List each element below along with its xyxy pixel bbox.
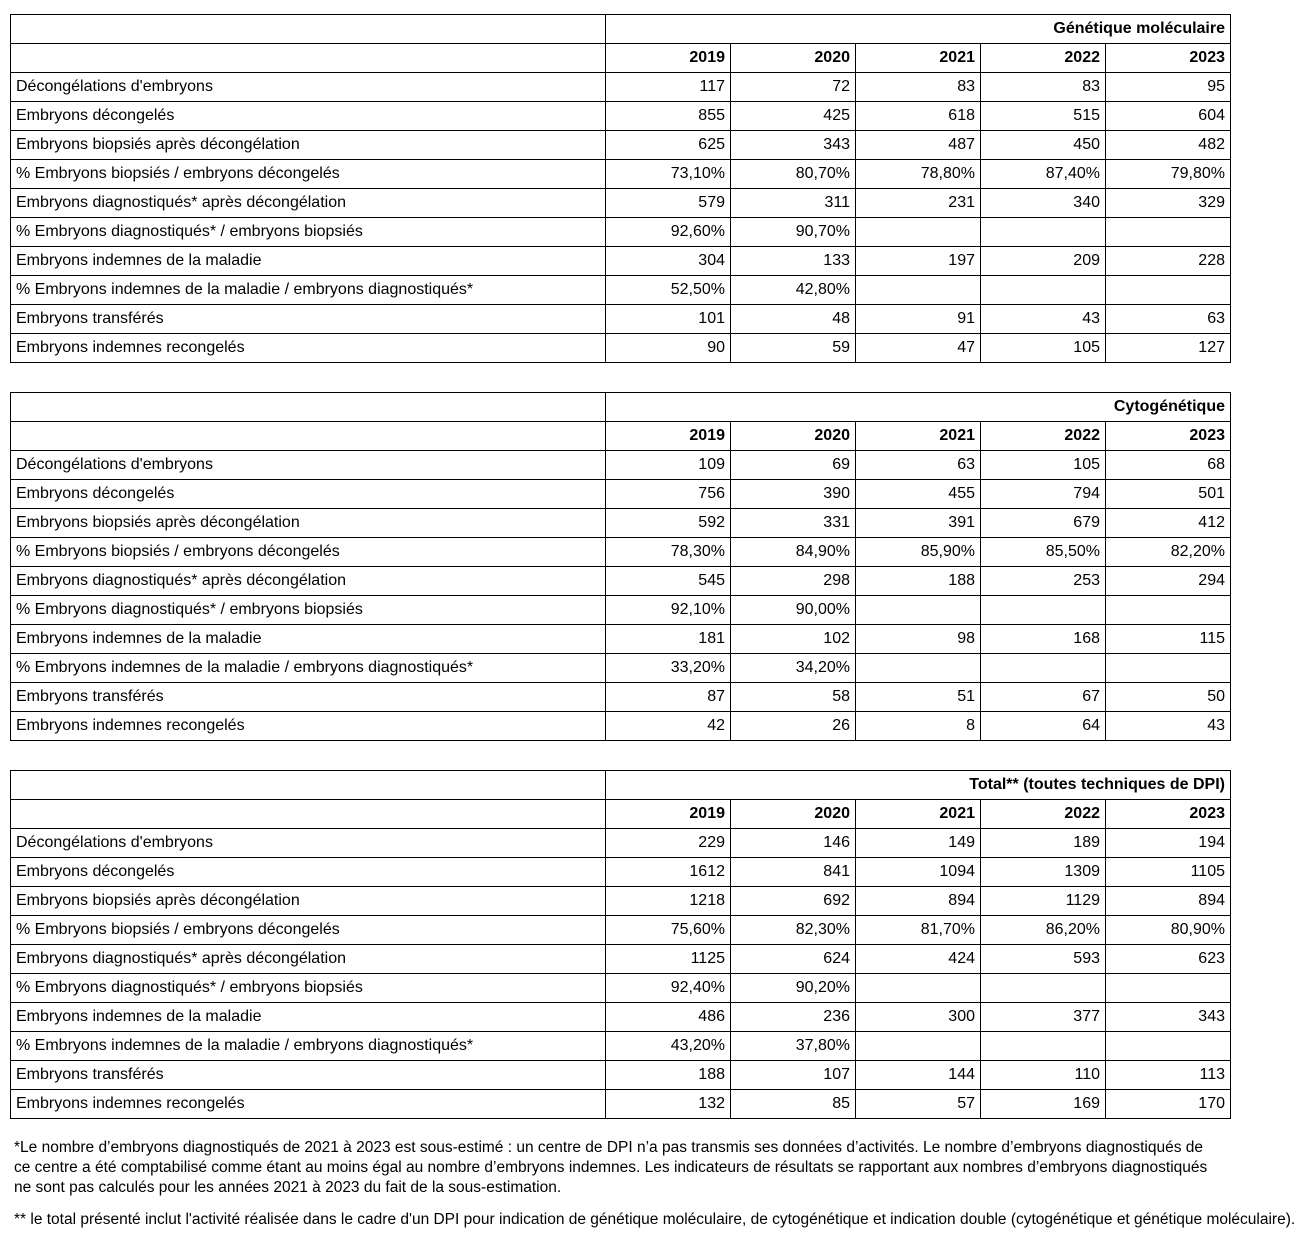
- cell-value: 593: [981, 945, 1106, 974]
- cell-value: [856, 276, 981, 305]
- table-row: [11, 451, 1231, 480]
- cell-value: [981, 276, 1106, 305]
- cell-value: 75,60%: [606, 916, 731, 945]
- cell-value: 92,40%: [606, 974, 731, 1003]
- cell-value: 92,60%: [606, 218, 731, 247]
- table-row: [11, 218, 1231, 247]
- cell-value: 78,80%: [856, 160, 981, 189]
- table-row: [11, 916, 1231, 945]
- row-label: Embryons indemnes recongelés: [11, 1090, 606, 1119]
- cell-value: [856, 1032, 981, 1061]
- cell-value: 42: [606, 712, 731, 741]
- cell-value: 168: [981, 625, 1106, 654]
- cell-value: 87,40%: [981, 160, 1106, 189]
- cell-value: 83: [856, 73, 981, 102]
- cell-value: 58: [731, 683, 856, 712]
- cell-value: 331: [731, 509, 856, 538]
- year-header-row: [11, 422, 1231, 451]
- row-label: Embryons indemnes de la maladie: [11, 1003, 606, 1032]
- cell-value: [856, 218, 981, 247]
- year-header-2023: 2023: [1106, 800, 1231, 829]
- cell-value: 679: [981, 509, 1106, 538]
- row-label: Embryons diagnostiqués* après décongélation: [11, 189, 606, 218]
- table-row: [11, 567, 1231, 596]
- row-label: Décongélations d'embryons: [11, 451, 606, 480]
- row-label: % Embryons diagnostiqués* / embryons biopsiés: [11, 596, 606, 625]
- cell-value: 209: [981, 247, 1106, 276]
- cell-value: 501: [1106, 480, 1231, 509]
- year-header-2021: 2021: [856, 800, 981, 829]
- cell-value: 692: [731, 887, 856, 916]
- year-header-corner-cell: [11, 800, 606, 829]
- tables-container: [10, 14, 1231, 1148]
- footnote-asterisk-line: *Le nombre d’embryons diagnostiqués de 2021 à 2023 est sous-estimé : un centre de DPI n’a pas transmis ses données d’activités. Le nombre d’embryons diagnostiqués de: [14, 1139, 1204, 1156]
- table-row: [11, 683, 1231, 712]
- cell-value: 482: [1106, 131, 1231, 160]
- table-row: [11, 712, 1231, 741]
- cell-value: 101: [606, 305, 731, 334]
- cell-value: 340: [981, 189, 1106, 218]
- table-corner-cell: [11, 393, 606, 422]
- cell-value: 43: [981, 305, 1106, 334]
- cell-value: 756: [606, 480, 731, 509]
- cell-value: [1106, 276, 1231, 305]
- cell-value: 146: [731, 829, 856, 858]
- cell-value: 67: [981, 683, 1106, 712]
- cell-value: 117: [606, 73, 731, 102]
- year-header-row: [11, 44, 1231, 73]
- row-label: % Embryons indemnes de la maladie / embryons diagnostiqués*: [11, 654, 606, 683]
- cell-value: 194: [1106, 829, 1231, 858]
- cell-value: 90,20%: [731, 974, 856, 1003]
- cell-value: 343: [1106, 1003, 1231, 1032]
- cell-value: 300: [856, 1003, 981, 1032]
- cell-value: 127: [1106, 334, 1231, 363]
- row-label: Embryons diagnostiqués* après décongélation: [11, 945, 606, 974]
- cell-value: [981, 218, 1106, 247]
- cell-value: 102: [731, 625, 856, 654]
- cell-value: 189: [981, 829, 1106, 858]
- cell-value: 197: [856, 247, 981, 276]
- table-row: [11, 1090, 1231, 1119]
- table-row: [11, 654, 1231, 683]
- year-header-2022: 2022: [981, 800, 1106, 829]
- cell-value: 329: [1106, 189, 1231, 218]
- cell-value: 1612: [606, 858, 731, 887]
- cell-value: 63: [856, 451, 981, 480]
- table-genetique-moleculaire: [10, 14, 1231, 363]
- table-row: [11, 1061, 1231, 1090]
- cell-value: 515: [981, 102, 1106, 131]
- cell-value: 1094: [856, 858, 981, 887]
- table-title: Cytogénétique: [606, 393, 1231, 422]
- row-label: Embryons indemnes recongelés: [11, 712, 606, 741]
- row-label: Embryons transférés: [11, 305, 606, 334]
- cell-value: 253: [981, 567, 1106, 596]
- cell-value: [856, 654, 981, 683]
- cell-value: 592: [606, 509, 731, 538]
- row-label: % Embryons biopsiés / embryons décongelés: [11, 538, 606, 567]
- row-label: % Embryons indemnes de la maladie / embryons diagnostiqués*: [11, 1032, 606, 1061]
- table-row: [11, 102, 1231, 131]
- cell-value: 48: [731, 305, 856, 334]
- cell-value: 107: [731, 1061, 856, 1090]
- table-row: [11, 625, 1231, 654]
- cell-value: 1309: [981, 858, 1106, 887]
- cell-value: 304: [606, 247, 731, 276]
- cell-value: 95: [1106, 73, 1231, 102]
- cell-value: 47: [856, 334, 981, 363]
- cell-value: 450: [981, 131, 1106, 160]
- cell-value: 579: [606, 189, 731, 218]
- row-label: Décongélations d'embryons: [11, 73, 606, 102]
- row-label: Embryons décongelés: [11, 480, 606, 509]
- cell-value: 1129: [981, 887, 1106, 916]
- row-label: Embryons biopsiés après décongélation: [11, 887, 606, 916]
- table-row: [11, 73, 1231, 102]
- cell-value: 33,20%: [606, 654, 731, 683]
- year-header-corner-cell: [11, 422, 606, 451]
- row-label: Embryons indemnes de la maladie: [11, 247, 606, 276]
- year-header-2021: 2021: [856, 44, 981, 73]
- table-title: Total** (toutes techniques de DPI): [606, 771, 1231, 800]
- cell-value: 80,70%: [731, 160, 856, 189]
- table-row: [11, 538, 1231, 567]
- cell-value: 85,90%: [856, 538, 981, 567]
- footnote-double-asterisk: ** le total présenté inclut l'activité réalisée dans le cadre d'un DPI pour indication de génétique moléculaire, de cytogénétique et indication double (cytogénétique et génétique moléculaire).: [14, 1211, 1296, 1228]
- cell-value: 391: [856, 509, 981, 538]
- cell-value: 64: [981, 712, 1106, 741]
- table-row: [11, 160, 1231, 189]
- cell-value: 144: [856, 1061, 981, 1090]
- cell-value: 80,90%: [1106, 916, 1231, 945]
- cell-value: 42,80%: [731, 276, 856, 305]
- cell-value: 377: [981, 1003, 1106, 1032]
- cell-value: 545: [606, 567, 731, 596]
- cell-value: 87: [606, 683, 731, 712]
- table-corner-cell: [11, 771, 606, 800]
- cell-value: 486: [606, 1003, 731, 1032]
- cell-value: 236: [731, 1003, 856, 1032]
- cell-value: 82,20%: [1106, 538, 1231, 567]
- row-label: Embryons biopsiés après décongélation: [11, 131, 606, 160]
- table-row: [11, 189, 1231, 218]
- cell-value: 390: [731, 480, 856, 509]
- table-row: [11, 1003, 1231, 1032]
- cell-value: 109: [606, 451, 731, 480]
- cell-value: 63: [1106, 305, 1231, 334]
- cell-value: 105: [981, 334, 1106, 363]
- row-label: Embryons indemnes recongelés: [11, 334, 606, 363]
- year-header-2020: 2020: [731, 422, 856, 451]
- cell-value: 105: [981, 451, 1106, 480]
- row-label: Embryons diagnostiqués* après décongélation: [11, 567, 606, 596]
- year-header-2023: 2023: [1106, 44, 1231, 73]
- cell-value: 57: [856, 1090, 981, 1119]
- cell-value: 623: [1106, 945, 1231, 974]
- year-header-2022: 2022: [981, 44, 1106, 73]
- cell-value: 455: [856, 480, 981, 509]
- table-row: [11, 509, 1231, 538]
- year-header-2019: 2019: [606, 800, 731, 829]
- cell-value: 1125: [606, 945, 731, 974]
- cell-value: 86,20%: [981, 916, 1106, 945]
- cell-value: 231: [856, 189, 981, 218]
- cell-value: 82,30%: [731, 916, 856, 945]
- table-title-row: [11, 771, 1231, 800]
- table-total: [10, 770, 1231, 1119]
- cell-value: 92,10%: [606, 596, 731, 625]
- cell-value: 424: [856, 945, 981, 974]
- row-label: Décongélations d'embryons: [11, 829, 606, 858]
- cell-value: 59: [731, 334, 856, 363]
- row-label: Embryons biopsiés après décongélation: [11, 509, 606, 538]
- table-row: [11, 276, 1231, 305]
- cell-value: [981, 596, 1106, 625]
- cell-value: [856, 596, 981, 625]
- table-title-row: [11, 393, 1231, 422]
- year-header-2020: 2020: [731, 800, 856, 829]
- cell-value: 43: [1106, 712, 1231, 741]
- cell-value: 412: [1106, 509, 1231, 538]
- row-label: Embryons décongelés: [11, 858, 606, 887]
- cell-value: 113: [1106, 1061, 1231, 1090]
- table-row: [11, 887, 1231, 916]
- cell-value: [1106, 1032, 1231, 1061]
- year-header-2019: 2019: [606, 422, 731, 451]
- row-label: % Embryons biopsiés / embryons décongelés: [11, 160, 606, 189]
- cell-value: 894: [856, 887, 981, 916]
- footnote-asterisk-line: ne sont pas calculés pour les années 2021 à 2023 du fait de la sous-estimation.: [14, 1179, 562, 1196]
- row-label: % Embryons diagnostiqués* / embryons biopsiés: [11, 974, 606, 1003]
- cell-value: 624: [731, 945, 856, 974]
- table-corner-cell: [11, 15, 606, 44]
- cell-value: [1106, 596, 1231, 625]
- cell-value: 83: [981, 73, 1106, 102]
- cell-value: 110: [981, 1061, 1106, 1090]
- table-title-row: [11, 15, 1231, 44]
- table-row: [11, 334, 1231, 363]
- cell-value: 169: [981, 1090, 1106, 1119]
- table-row: [11, 131, 1231, 160]
- cell-value: 68: [1106, 451, 1231, 480]
- cell-value: 181: [606, 625, 731, 654]
- row-label: Embryons indemnes de la maladie: [11, 625, 606, 654]
- cell-value: [1106, 654, 1231, 683]
- table-row: [11, 858, 1231, 887]
- table-row: [11, 305, 1231, 334]
- cell-value: 298: [731, 567, 856, 596]
- table-title: Génétique moléculaire: [606, 15, 1231, 44]
- cell-value: 149: [856, 829, 981, 858]
- cell-value: 228: [1106, 247, 1231, 276]
- table-row: [11, 596, 1231, 625]
- footnotes: [14, 1138, 1312, 1230]
- cell-value: 894: [1106, 887, 1231, 916]
- cell-value: 98: [856, 625, 981, 654]
- row-label: Embryons transférés: [11, 683, 606, 712]
- cell-value: [981, 654, 1106, 683]
- cell-value: 34,20%: [731, 654, 856, 683]
- cell-value: 72: [731, 73, 856, 102]
- cell-value: 8: [856, 712, 981, 741]
- cell-value: 188: [606, 1061, 731, 1090]
- year-header-corner-cell: [11, 44, 606, 73]
- table-row: [11, 247, 1231, 276]
- cell-value: 69: [731, 451, 856, 480]
- cell-value: 625: [606, 131, 731, 160]
- row-label: % Embryons indemnes de la maladie / embryons diagnostiqués*: [11, 276, 606, 305]
- cell-value: 425: [731, 102, 856, 131]
- cell-value: 52,50%: [606, 276, 731, 305]
- cell-value: 85,50%: [981, 538, 1106, 567]
- cell-value: 26: [731, 712, 856, 741]
- cell-value: 604: [1106, 102, 1231, 131]
- cell-value: 81,70%: [856, 916, 981, 945]
- cell-value: 79,80%: [1106, 160, 1231, 189]
- cell-value: 78,30%: [606, 538, 731, 567]
- cell-value: 37,80%: [731, 1032, 856, 1061]
- cell-value: 90: [606, 334, 731, 363]
- cell-value: 841: [731, 858, 856, 887]
- year-header-2023: 2023: [1106, 422, 1231, 451]
- cell-value: [1106, 974, 1231, 1003]
- cell-value: 50: [1106, 683, 1231, 712]
- cell-value: 311: [731, 189, 856, 218]
- cell-value: 90,70%: [731, 218, 856, 247]
- cell-value: 90,00%: [731, 596, 856, 625]
- row-label: Embryons transférés: [11, 1061, 606, 1090]
- table-row: [11, 1032, 1231, 1061]
- year-header-2020: 2020: [731, 44, 856, 73]
- footnote-asterisk: [14, 1138, 1312, 1198]
- cell-value: 487: [856, 131, 981, 160]
- cell-value: 170: [1106, 1090, 1231, 1119]
- table-row: [11, 974, 1231, 1003]
- row-label: % Embryons diagnostiqués* / embryons biopsiés: [11, 218, 606, 247]
- cell-value: 115: [1106, 625, 1231, 654]
- cell-value: 132: [606, 1090, 731, 1119]
- year-header-2021: 2021: [856, 422, 981, 451]
- cell-value: 85: [731, 1090, 856, 1119]
- footnote-asterisk-line: ce centre a été comptabilisé comme étant au moins égal au nombre d’embryons indemnes. Les indicateurs de résultats se rapportant aux nombres d’embryons diagnostiqués: [14, 1159, 1208, 1176]
- cell-value: 1105: [1106, 858, 1231, 887]
- cell-value: 229: [606, 829, 731, 858]
- cell-value: [981, 1032, 1106, 1061]
- cell-value: 51: [856, 683, 981, 712]
- row-label: % Embryons biopsiés / embryons décongelés: [11, 916, 606, 945]
- cell-value: [856, 974, 981, 1003]
- cell-value: 855: [606, 102, 731, 131]
- cell-value: 794: [981, 480, 1106, 509]
- year-header-2022: 2022: [981, 422, 1106, 451]
- row-label: Embryons décongelés: [11, 102, 606, 131]
- cell-value: 1218: [606, 887, 731, 916]
- cell-value: 188: [856, 567, 981, 596]
- cell-value: 91: [856, 305, 981, 334]
- cell-value: 133: [731, 247, 856, 276]
- cell-value: [981, 974, 1106, 1003]
- year-header-2019: 2019: [606, 44, 731, 73]
- year-header-row: [11, 800, 1231, 829]
- table-row: [11, 945, 1231, 974]
- cell-value: 294: [1106, 567, 1231, 596]
- table-cytogenetique: [10, 392, 1231, 741]
- cell-value: 84,90%: [731, 538, 856, 567]
- cell-value: [1106, 218, 1231, 247]
- cell-value: 618: [856, 102, 981, 131]
- cell-value: 43,20%: [606, 1032, 731, 1061]
- table-row: [11, 480, 1231, 509]
- cell-value: 73,10%: [606, 160, 731, 189]
- table-row: [11, 829, 1231, 858]
- cell-value: 343: [731, 131, 856, 160]
